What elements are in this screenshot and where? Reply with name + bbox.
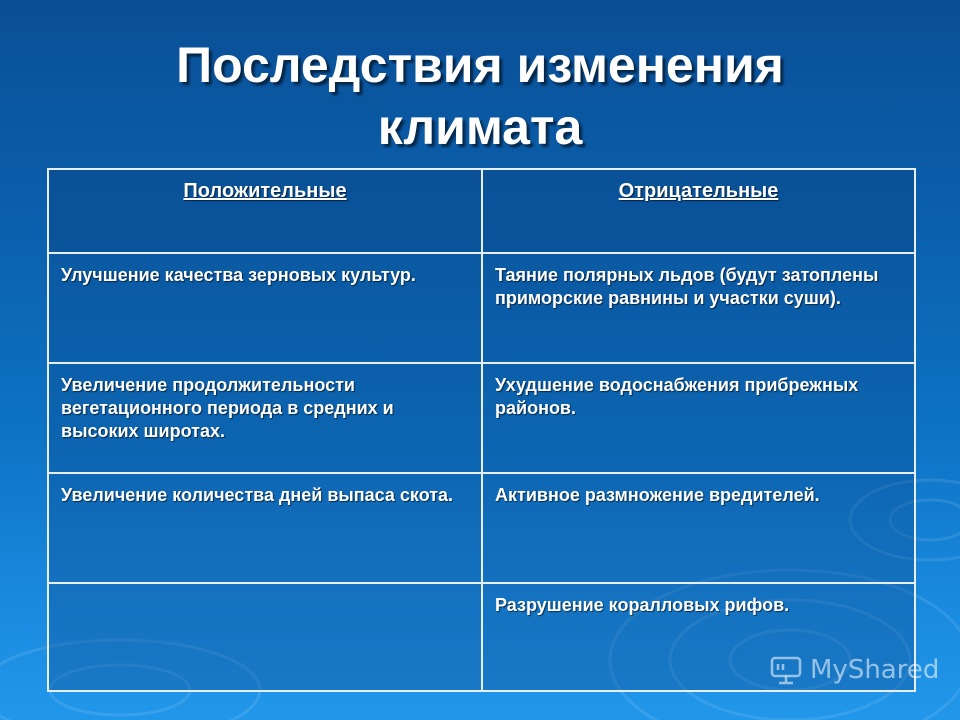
header-negative bbox=[482, 169, 915, 253]
slide-title-line-2: климата bbox=[377, 99, 583, 155]
negative-cell: Активное размножение вредителей. bbox=[482, 473, 915, 583]
header-positive-label: Положительные bbox=[183, 180, 347, 202]
header-negative-label: Отрицательные bbox=[618, 180, 779, 202]
negative-cell: Таяние полярных льдов (будут затоплены приморские равнины и участки суши). bbox=[482, 253, 915, 363]
table-header-row bbox=[48, 169, 915, 253]
positive-cell bbox=[48, 583, 482, 691]
slide-title-line-1: Последствия изменения bbox=[176, 37, 784, 93]
monitor-logo-icon bbox=[768, 652, 804, 688]
negative-cell: Ухудшение водоснабжения прибрежных районов. bbox=[482, 363, 915, 473]
negative-cell: Разрушение коралловых рифов. bbox=[482, 583, 915, 691]
table-row bbox=[48, 253, 915, 363]
effects-table bbox=[47, 168, 916, 692]
positive-cell: Увеличение количества дней выпаса скота. bbox=[48, 473, 482, 583]
watermark bbox=[768, 652, 939, 688]
slide-title bbox=[60, 34, 900, 158]
header-positive bbox=[48, 169, 482, 253]
table-row bbox=[48, 363, 915, 473]
positive-cell: Увеличение продолжительности вегетационного периода в средних и высоких широтах. bbox=[48, 363, 482, 473]
positive-cell: Улучшение качества зерновых культур. bbox=[48, 253, 482, 363]
watermark-text: MyShared bbox=[810, 655, 940, 685]
table-row bbox=[48, 473, 915, 583]
